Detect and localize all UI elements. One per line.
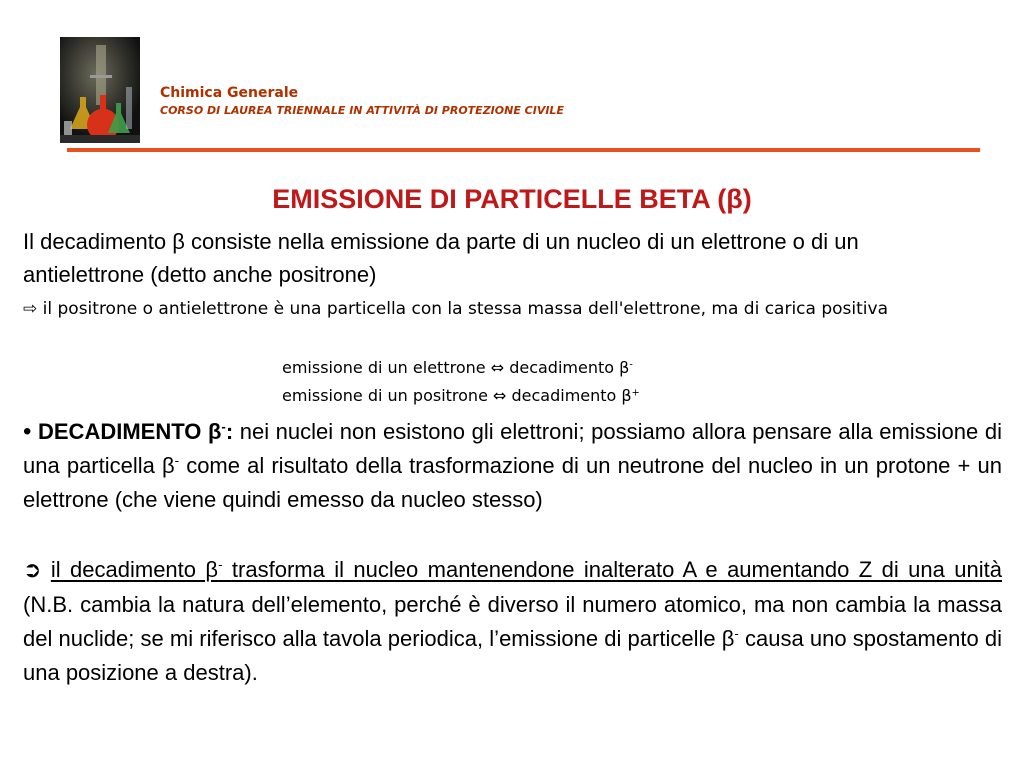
intro-paragraph (23, 225, 963, 291)
emission-row-positron (282, 382, 640, 410)
decay-text-a: nei nuclei non esistono gli elettroni; possiamo allora pensare alla emissione di una particella β (23, 419, 1002, 478)
curved-arrow-icon: ➲ (23, 558, 42, 583)
emission-left: emissione di un positrone (282, 386, 488, 405)
course-title: Chimica Generale (160, 85, 299, 101)
decay-paragraph (23, 415, 1002, 517)
emission-right: decadimento β (511, 386, 632, 405)
decay-text-b: come al risultato della trasformazione di un neutrone del nucleo in un protone + un elettrone (che viene quindi emesso da nucleo stesso) (23, 453, 1002, 512)
intro-text-a: Il decadimento β consiste nella emissione da parte di un nucleo di un elettrone o di un antielettrone (detto anche positrone) (23, 229, 859, 287)
consequence-u-sup: - (218, 557, 223, 573)
header-divider (67, 148, 980, 152)
course-subtitle: CORSO DI LAUREA TRIENNALE IN ATTIVITÀ DI PROTEZIONE CIVILE (160, 104, 564, 117)
double-arrow-icon: ⇔ (490, 358, 505, 377)
consequence-text-b: causa uno spostamento di una posizione a destra). (23, 626, 1002, 685)
double-arrow-icon: ⇔ (493, 386, 507, 405)
chemistry-flasks-logo (60, 37, 140, 143)
bullet-icon: • (23, 418, 32, 445)
positron-note (23, 294, 1003, 324)
arrow-right-icon: ⇨ (23, 299, 38, 319)
emission-equivalences (282, 354, 640, 410)
decay-text-sup: - (174, 453, 180, 469)
consequence-text-sup: - (734, 626, 739, 642)
decay-label-text: DECADIMENTO β (38, 419, 222, 444)
decay-label-sup: - (221, 419, 226, 435)
emission-row-electron (282, 354, 640, 382)
consequence-paragraph (23, 553, 1002, 690)
decay-label-colon: : (225, 419, 234, 444)
decay-label (38, 419, 233, 444)
consequence-u-a: il decadimento β (50, 557, 219, 582)
consequence-underlined (51, 557, 1002, 582)
emission-sup: - (629, 359, 633, 371)
consequence-text-a: (N.B. cambia la natura dell’elemento, perché è diverso il numero atomico, ma non cambia la massa del nuclide; se mi riferisco alla tavola periodica, l’emissione di particelle β (23, 592, 1002, 651)
flasks-image (60, 37, 140, 143)
emission-left: emissione di un elettrone (282, 358, 486, 377)
emission-right: decadimento β (509, 358, 630, 377)
slide-title: EMISSIONE DI PARTICELLE BETA (β) (272, 184, 752, 214)
consequence-u-b: trasforma il nucleo mantenendone inalterato A e aumentando Z di una unità (231, 557, 1002, 582)
positron-note-text: il positrone o antielettrone è una particella con la stessa massa dell'elettrone, ma di carica positiva (42, 299, 888, 319)
emission-sup: + (631, 387, 640, 399)
